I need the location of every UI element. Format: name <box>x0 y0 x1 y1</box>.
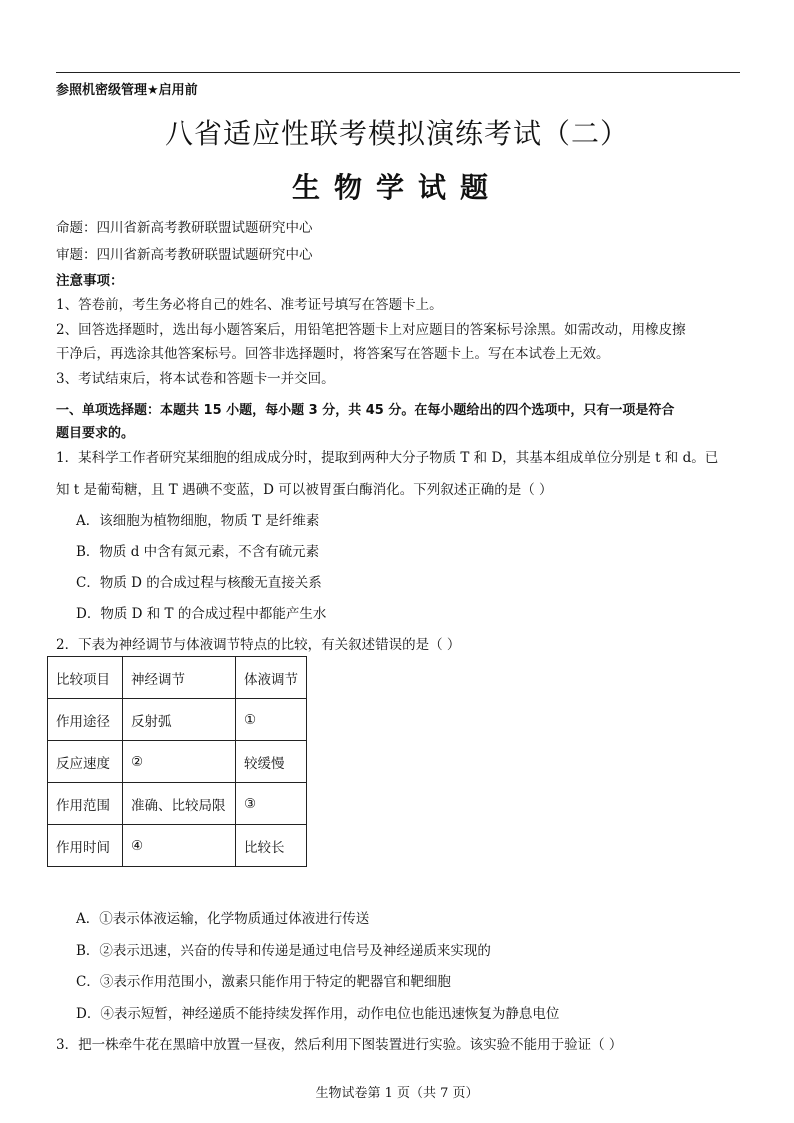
section-heading: 一、单项选择题：本题共 15 小题，每小题 3 分，共 45 分。在每小题给出的四个选项中，只有一项是符合 <box>56 403 675 418</box>
question-stem: 1．某科学工作者研究某细胞的组成成分时，提取到两种大分子物质 T 和 D，其基本组成单位分别是 t 和 d。已 <box>56 450 719 466</box>
table-row <box>48 783 307 825</box>
q2-option-a: A．①表示体液运输，化学物质通过体液进行传送 <box>76 911 370 927</box>
proposer-line: 命题：四川省新高考教研联盟试题研究中心 <box>56 220 313 236</box>
question-stem-cont: 知 t 是葡萄糖，且 T 遇碘不变蓝，D 可以被胃蛋白酶消化。下列叙述正确的是（ ） <box>56 482 553 498</box>
secret-label: 参照机密级管理★启用前 <box>56 83 198 98</box>
q1-option-a: A．该细胞为植物细胞，物质 T 是纤维素 <box>76 513 320 529</box>
table-cell: 作用途径 <box>48 699 123 741</box>
header-rule <box>56 72 740 73</box>
q2-option-d: D．④表示短暂，神经递质不能持续发挥作用，动作电位也能迅速恢复为静息电位 <box>76 1006 560 1022</box>
q1-option-d: D．物质 D 和 T 的合成过程中都能产生水 <box>76 606 327 622</box>
table-cell: 比较项目 <box>48 657 123 699</box>
table-cell: ③ <box>236 783 307 825</box>
notes-heading: 注意事项： <box>56 273 124 289</box>
note-item: 3、考试结束后，将本试卷和答题卡一并交回。 <box>56 371 335 387</box>
table-cell: 反射弧 <box>123 699 236 741</box>
q1-option-b: B．物质 d 中含有氮元素，不含有硫元素 <box>76 544 320 560</box>
table-cell: ② <box>123 741 236 783</box>
page-footer: 生物试卷第 1 页（共 7 页） <box>315 1086 479 1101</box>
note-item: 干净后，再选涂其他答案标号。回答非选择题时，将答案写在答题卡上。写在本试卷上无效。 <box>56 346 610 362</box>
q1-option-c: C．物质 D 的合成过程与核酸无直接关系 <box>76 575 322 591</box>
table-cell: 作用时间 <box>48 825 123 867</box>
subject-title: 生物学试题 <box>291 171 502 204</box>
question-stem: 3．把一株牵牛花在黑暗中放置一昼夜，然后利用下图装置进行实验。该实验不能用于验证（ ） <box>56 1037 623 1053</box>
table-row <box>48 657 307 699</box>
table-cell: 神经调节 <box>123 657 236 699</box>
note-item: 2、回答选择题时，选出每小题答案后，用铅笔把答题卡上对应题目的答案标号涂黑。如需改动，用橡皮擦 <box>56 322 686 338</box>
table-row <box>48 741 307 783</box>
section-heading-cont: 题目要求的。 <box>56 426 135 441</box>
question-stem: 2．下表为神经调节与体液调节特点的比较，有关叙述错误的是（ ） <box>56 637 461 653</box>
table-cell: 准确、比较局限 <box>123 783 236 825</box>
comparison-table <box>47 656 307 867</box>
table-cell: ④ <box>123 825 236 867</box>
table-row <box>48 825 307 867</box>
table-cell: 比较长 <box>236 825 307 867</box>
table-cell: 作用范围 <box>48 783 123 825</box>
table-cell: 体液调节 <box>236 657 307 699</box>
table-cell: ① <box>236 699 307 741</box>
table-cell: 较缓慢 <box>236 741 307 783</box>
table-row <box>48 699 307 741</box>
q2-option-b: B．②表示迅速，兴奋的传导和传递是通过电信号及神经递质来实现的 <box>76 943 491 959</box>
table-cell: 反应速度 <box>48 741 123 783</box>
reviewer-line: 审题：四川省新高考教研联盟试题研究中心 <box>56 247 313 263</box>
q2-option-c: C．③表示作用范围小，激素只能作用于特定的靶器官和靶细胞 <box>76 974 451 990</box>
note-item: 1、答卷前，考生务必将自己的姓名、准考证号填写在答题卡上。 <box>56 297 443 313</box>
exam-title: 八省适应性联考模拟演练考试（二） <box>164 117 629 150</box>
